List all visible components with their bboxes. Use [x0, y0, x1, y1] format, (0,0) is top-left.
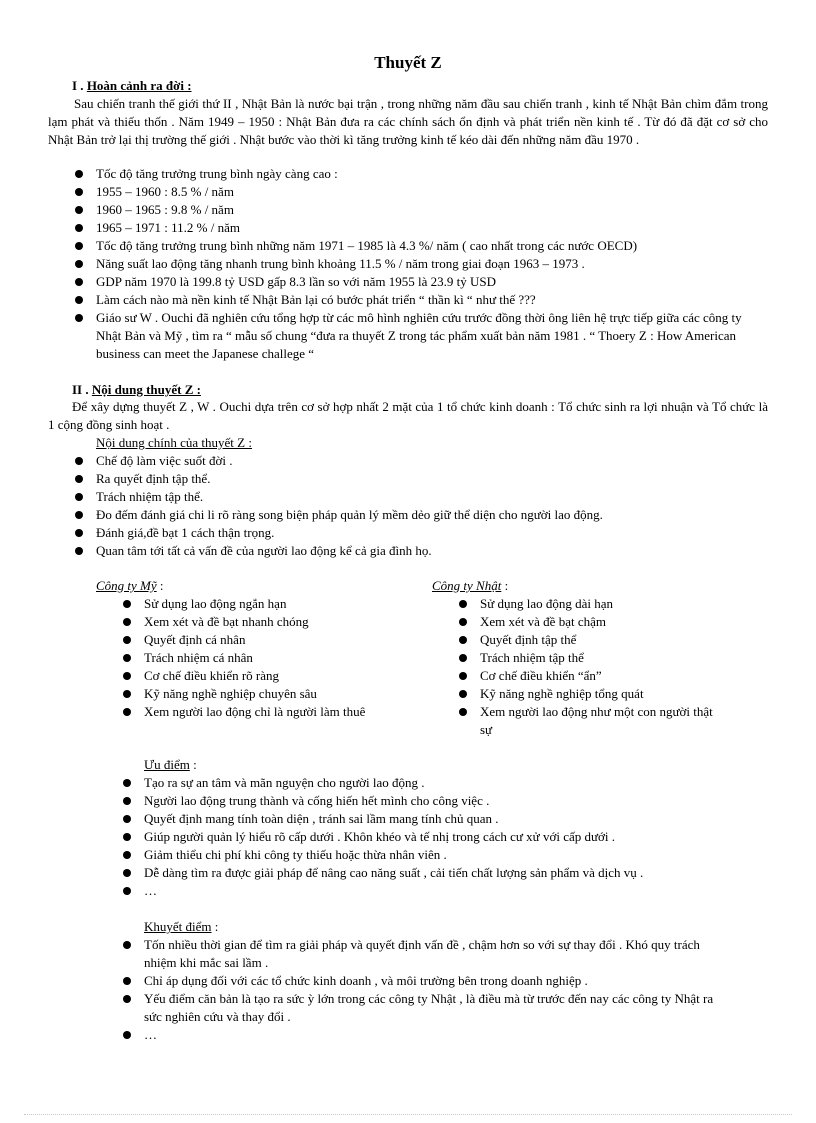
- section-1-number: I .: [72, 78, 87, 93]
- list-item-text: Trách nhiệm cá nhân: [144, 650, 253, 665]
- list-item-text: Chỉ áp dụng đối với các tổ chức kinh doanh , và môi trường bên trong doanh nghiệp .: [144, 973, 588, 988]
- bullet-dot-icon: [75, 242, 83, 250]
- list-item-text: Giáo sư W . Ouchi đã nghiên cứu tổng hợp từ các mô hình nghiên cứu trước đồng thời ông liên hệ trực tiếp giữa các công ty Nhật Bản và Mỹ , tìm ra “ mẫu số chung “đưa ra thuyết Z trong tác phẩm xuất bản năm 1981 . “ Thoery Z : How American business can meet the Japanese challege “: [96, 310, 742, 361]
- list-item-text: Yếu điểm căn bản là tạo ra sức ỳ lớn trong các công ty Nhật , là điều mà từ trước đến nay các công ty Nhật ra sức nghiên cứu và thay đổi .: [144, 991, 714, 1024]
- bullet-dot-icon: [123, 869, 131, 877]
- bullet-dot-icon: [459, 654, 467, 662]
- list-item-text: Quyết định mang tính toàn diện , tránh sai lầm mang tính chủ quan .: [144, 811, 499, 826]
- bullet-dot-icon: [75, 314, 83, 322]
- list-item-text: Ra quyết định tập thể.: [96, 471, 211, 486]
- section-1-list-item: [72, 237, 768, 255]
- section-2-bullet-list: [72, 452, 768, 560]
- advantages-heading: [144, 756, 197, 774]
- list-item-text: Giúp người quản lý hiểu rõ cấp dưới . Khôn khéo và tế nhị trong cách cư xử với cấp dưới .: [144, 829, 616, 844]
- section-1-list-item: [72, 165, 768, 183]
- bullet-dot-icon: [75, 457, 83, 465]
- jp-company-list-item: [456, 613, 728, 631]
- bullet-dot-icon: [123, 618, 131, 626]
- jp-company-list-item: [456, 595, 728, 613]
- bullet-dot-icon: [123, 708, 131, 716]
- section-1-list-item: [72, 201, 768, 219]
- bullet-dot-icon: [123, 851, 131, 859]
- bullet-dot-icon: [75, 296, 83, 304]
- bullet-dot-icon: [123, 1031, 131, 1039]
- document-title: Thuyết Z: [374, 53, 442, 72]
- bullet-dot-icon: [459, 600, 467, 608]
- jp-company-list-item: [456, 667, 728, 685]
- section-1-list-item: [72, 183, 768, 201]
- section-1-list-item: [72, 255, 768, 273]
- bullet-dot-icon: [123, 995, 131, 1003]
- list-item-text: Xem người lao động chỉ là người làm thuê: [144, 704, 366, 719]
- us-company-list-item: [120, 631, 384, 649]
- section-1-list-item: [72, 219, 768, 237]
- list-item-text: Kỹ năng nghề nghiệp tổng quát: [480, 686, 644, 701]
- list-item-text: …: [144, 883, 157, 898]
- bullet-dot-icon: [75, 529, 83, 537]
- section-2-list-item: [72, 488, 768, 506]
- jp-company-colon: :: [501, 578, 509, 593]
- section-1-title: Hoàn cảnh ra đời :: [86, 78, 192, 93]
- bullet-dot-icon: [75, 224, 83, 232]
- advantage-list-item: [120, 792, 720, 810]
- bullet-dot-icon: [123, 887, 131, 895]
- list-item-text: Giảm thiểu chi phí khi công ty thiếu hoặc thừa nhân viên .: [144, 847, 447, 862]
- list-item-text: Tốn nhiều thời gian để tìm ra giải pháp và quyết định vấn đề , chậm hơn so với sự thay đổi . Khó quy trách nhiệm khi mắc sai lầm .: [144, 937, 700, 970]
- us-company-list-item: [120, 649, 384, 667]
- us-company-list-item: [120, 685, 384, 703]
- bullet-dot-icon: [75, 278, 83, 286]
- list-item-text: Tạo ra sự an tâm và mãn nguyện cho người lao động .: [144, 775, 425, 790]
- advantages-label: Ưu điểm: [144, 757, 190, 772]
- section-1-bullet-list: [72, 165, 768, 363]
- jp-company-list-item: [456, 631, 728, 649]
- list-item-text: Chế độ làm việc suốt đời .: [96, 453, 233, 468]
- list-item-text: Xem xét và đề bạt chậm: [480, 614, 606, 629]
- list-item-text: Sử dụng lao động dài hạn: [480, 596, 614, 611]
- bullet-dot-icon: [75, 493, 83, 501]
- section-1-list-item: [72, 309, 768, 363]
- us-company-label: Công ty Mỹ: [96, 578, 157, 593]
- list-item-text: Tốc độ tăng trưởng trung bình những năm 1971 – 1985 là 4.3 %/ năm ( cao nhất trong các nước OECD): [96, 238, 638, 253]
- bullet-dot-icon: [75, 260, 83, 268]
- list-item-text: 1965 – 1971 : 11.2 % / năm: [96, 220, 240, 235]
- bullet-dot-icon: [459, 618, 467, 626]
- bullet-dot-icon: [123, 672, 131, 680]
- advantages-colon: :: [189, 757, 197, 772]
- bullet-dot-icon: [75, 511, 83, 519]
- advantage-list-item: [120, 810, 720, 828]
- list-item-text: Xem xét và đề bạt nhanh chóng: [144, 614, 309, 629]
- advantages-list: [120, 774, 720, 900]
- list-item-text: Dễ dàng tìm ra được giải pháp để nâng cao năng suất , cải tiến chất lượng sản phẩm và dịch vụ .: [144, 865, 644, 880]
- list-item-text: Trách nhiệm tập thể: [480, 650, 584, 665]
- us-company-list-item: [120, 595, 384, 613]
- us-company-colon: :: [156, 578, 164, 593]
- list-item-text: Cơ chế điều khiển “ẩn”: [480, 668, 602, 683]
- disadvantages-label: Khuyết điểm: [144, 919, 212, 934]
- section-2-list-item: [72, 470, 768, 488]
- advantage-list-item: [120, 846, 720, 864]
- us-company-list-item: [120, 613, 384, 631]
- section-1-paragraph: Sau chiến tranh thế giới thứ II , Nhật Bản là nước bại trận , trong những năm đầu sau chiến tranh , kinh tế Nhật Bản chìm đắm trong lạm phát và thiếu thốn . Năm 1949 – 1950 : Nhật Bản đưa ra các chính sách ổn định và phát triển nền kinh tế . Từ đó đã đặt cơ sở cho Nhật Bản trở lại thị trường thế giới . Nhật bước vào thời kì tăng trưởng kinh tế kéo dài đến những năm đầu 1970 .: [48, 96, 768, 147]
- bullet-dot-icon: [75, 170, 83, 178]
- section-2-list-item: [72, 452, 768, 470]
- list-item-text: Tốc độ tăng trưởng trung bình ngày càng cao :: [96, 166, 338, 181]
- section-2-paragraph: Để xây dựng thuyết Z , W . Ouchi dựa trên cơ sở hợp nhất 2 mặt của 1 tổ chức kinh doanh : Tổ chức sinh ra lợi nhuận và Tổ chức là 1 cộng đồng sinh hoạt .: [48, 399, 768, 432]
- bullet-dot-icon: [459, 636, 467, 644]
- bullet-dot-icon: [75, 188, 83, 196]
- list-item-text: …: [144, 1027, 157, 1042]
- list-item-text: Quyết định tập thể: [480, 632, 577, 647]
- list-item-text: Trách nhiệm tập thể.: [96, 489, 204, 504]
- list-item-text: GDP năm 1970 là 199.8 tỷ USD gấp 8.3 lần so với năm 1955 là 23.9 tỷ USD: [96, 274, 496, 289]
- section-1-heading: [72, 77, 192, 95]
- jp-company-list-item: [456, 685, 728, 703]
- bullet-dot-icon: [123, 977, 131, 985]
- advantage-list-item: [120, 864, 720, 882]
- list-item-text: 1960 – 1965 : 9.8 % / năm: [96, 202, 234, 217]
- us-company-heading: [96, 577, 164, 595]
- disadvantage-list-item: [120, 990, 720, 1026]
- section-2-list-item: [72, 524, 768, 542]
- bullet-dot-icon: [459, 690, 467, 698]
- list-item-text: Làm cách nào mà nền kinh tế Nhật Bản lại có bước phát triển “ thần kì “ như thế ???: [96, 292, 536, 307]
- bullet-dot-icon: [123, 797, 131, 805]
- list-item-text: Đo đếm đánh giá chi li rõ ràng song biện pháp quản lý mềm dẻo giữ thể diện cho người lao động.: [96, 507, 603, 522]
- list-item-text: Sử dụng lao động ngắn hạn: [144, 596, 287, 611]
- list-item-text: Kỹ năng nghề nghiệp chuyên sâu: [144, 686, 317, 701]
- bullet-dot-icon: [75, 206, 83, 214]
- bullet-dot-icon: [123, 941, 131, 949]
- jp-company-list-item: [456, 649, 728, 667]
- section-2-list-item: [72, 542, 768, 560]
- section-2-list-item: [72, 506, 768, 524]
- list-item-text: Người lao động trung thành và cống hiến hết mình cho công việc .: [144, 793, 490, 808]
- list-item-text: Đánh giá,đề bạt 1 cách thận trọng.: [96, 525, 275, 540]
- section-1-list-item: [72, 291, 768, 309]
- jp-company-list-item: [456, 703, 728, 739]
- bullet-dot-icon: [123, 600, 131, 608]
- list-item-text: Quan tâm tới tất cả vấn đề của người lao động kể cả gia đình họ.: [96, 543, 432, 558]
- section-2-title: Nội dung thuyết Z :: [91, 382, 201, 397]
- advantage-list-item: [120, 882, 720, 900]
- bullet-dot-icon: [123, 654, 131, 662]
- us-company-list-item: [120, 703, 384, 721]
- bullet-dot-icon: [75, 475, 83, 483]
- disadvantage-list-item: [120, 972, 720, 990]
- jp-company-list: [456, 595, 728, 739]
- disadvantage-list-item: [120, 1026, 720, 1044]
- us-company-list-item: [120, 667, 384, 685]
- list-item-text: 1955 – 1960 : 8.5 % / năm: [96, 184, 234, 199]
- disadvantages-colon: :: [211, 919, 219, 934]
- list-item-text: Cơ chế điều khiển rõ ràng: [144, 668, 280, 683]
- section-1-list-item: [72, 273, 768, 291]
- bullet-dot-icon: [123, 690, 131, 698]
- bullet-dot-icon: [459, 672, 467, 680]
- advantage-list-item: [120, 828, 720, 846]
- bullet-dot-icon: [123, 815, 131, 823]
- jp-company-heading: [432, 577, 508, 595]
- section-2-heading: [72, 381, 201, 399]
- list-item-text: Xem người lao động như một con người thật sự: [480, 704, 713, 737]
- jp-company-label: Công ty Nhật: [432, 578, 502, 593]
- disadvantages-heading: [144, 918, 218, 936]
- page-bottom-divider: [24, 1114, 792, 1115]
- bullet-dot-icon: [123, 833, 131, 841]
- list-item-text: Năng suất lao động tăng nhanh trung bình khoảng 11.5 % / năm trong giai đoạn 1963 – 1973 .: [96, 256, 585, 271]
- bullet-dot-icon: [123, 779, 131, 787]
- section-2-subheading: Nội dung chính của thuyết Z :: [96, 435, 252, 450]
- bullet-dot-icon: [459, 708, 467, 716]
- us-company-list: [120, 595, 384, 721]
- bullet-dot-icon: [75, 547, 83, 555]
- section-2-number: II .: [72, 382, 92, 397]
- list-item-text: Quyết định cá nhân: [144, 632, 246, 647]
- bullet-dot-icon: [123, 636, 131, 644]
- disadvantage-list-item: [120, 936, 720, 972]
- disadvantages-list: [120, 936, 720, 1044]
- advantage-list-item: [120, 774, 720, 792]
